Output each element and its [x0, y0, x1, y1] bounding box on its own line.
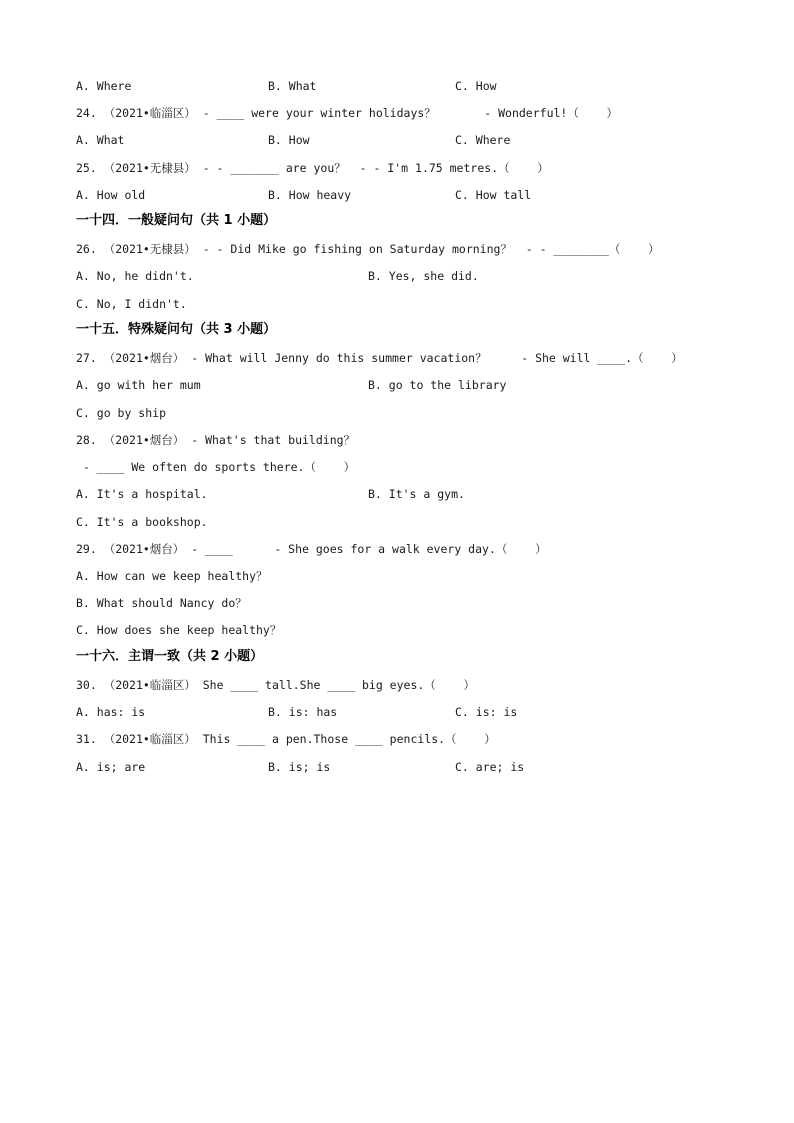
q29-option-b: B. What should Nancy do？	[76, 596, 247, 610]
q25-option-c: C. How tall	[455, 188, 532, 202]
q31-option-b: B. is; is	[268, 760, 331, 774]
question-24: 24. （2021•临淄区） - ____ were your winter holidays？ - Wonderful!（ ）	[76, 106, 619, 120]
question-30: 30. （2021•临淄区） She ____ tall.She ____ big eyes.（ ）	[76, 678, 475, 692]
q24-option-a: A. What	[76, 133, 125, 147]
question-29: 29. （2021•烟台） - ____ - She goes for a walk every day.（ ）	[76, 542, 547, 556]
q24-option-c: C. Where	[455, 133, 511, 147]
q26-option-c: C. No, I didn't.	[76, 297, 187, 311]
q28-option-a: A. It's a hospital.	[76, 487, 208, 501]
q25-option-b: B. How heavy	[268, 188, 352, 202]
q29-option-a: A. How can we keep healthy？	[76, 569, 268, 583]
q25-option-a: A. How old	[76, 188, 146, 202]
question-28: 28. （2021•烟台） - What's that building？	[76, 433, 356, 447]
q27-option-c: C. go by ship	[76, 406, 167, 420]
q27-option-a: A. go with her mum	[76, 378, 201, 392]
q28-option-c: C. It's a bookshop.	[76, 515, 208, 529]
q31-option-c: C. are; is	[455, 760, 525, 774]
q26-option-b: B. Yes, she did.	[368, 269, 479, 283]
q29-option-c: C. How does she keep healthy？	[76, 623, 282, 637]
question-31: 31. （2021•临淄区） This ____ a pen.Those ____ pencils.（ ）	[76, 732, 496, 746]
q30-option-c: C. is: is	[455, 705, 518, 719]
question-27: 27. （2021•烟台） - What will Jenny do this summer vacation？ - She will ____.（ ）	[76, 351, 683, 365]
q23-option-a: A. Where	[76, 79, 132, 93]
q31-option-a: A. is; are	[76, 760, 146, 774]
q30-option-b: B. is: has	[268, 705, 338, 719]
q23-option-c: C. How	[455, 79, 497, 93]
section-heading-16: 一十六．主谓一致（共 2 小题）	[76, 649, 264, 664]
section-heading-15: 一十五．特殊疑问句（共 3 小题）	[76, 322, 277, 337]
q28-option-b: B. It's a gym.	[368, 487, 465, 501]
question-25: 25. （2021•无棣县） - - _______ are you？ - - I'm 1.75 metres.（ ）	[76, 161, 549, 175]
section-heading-14: 一十四．一般疑问句（共 1 小题）	[76, 213, 277, 228]
q26-option-a: A. No, he didn't.	[76, 269, 194, 283]
q24-option-b: B. How	[268, 133, 310, 147]
question-28-response: - ____ We often do sports there.（ ）	[76, 460, 356, 474]
question-26: 26. （2021•无棣县） - - Did Mike go fishing on Saturday morning？ - - ________（ ）	[76, 242, 660, 256]
q30-option-a: A. has: is	[76, 705, 146, 719]
q23-option-b: B. What	[268, 79, 317, 93]
q27-option-b: B. go to the library	[368, 378, 507, 392]
